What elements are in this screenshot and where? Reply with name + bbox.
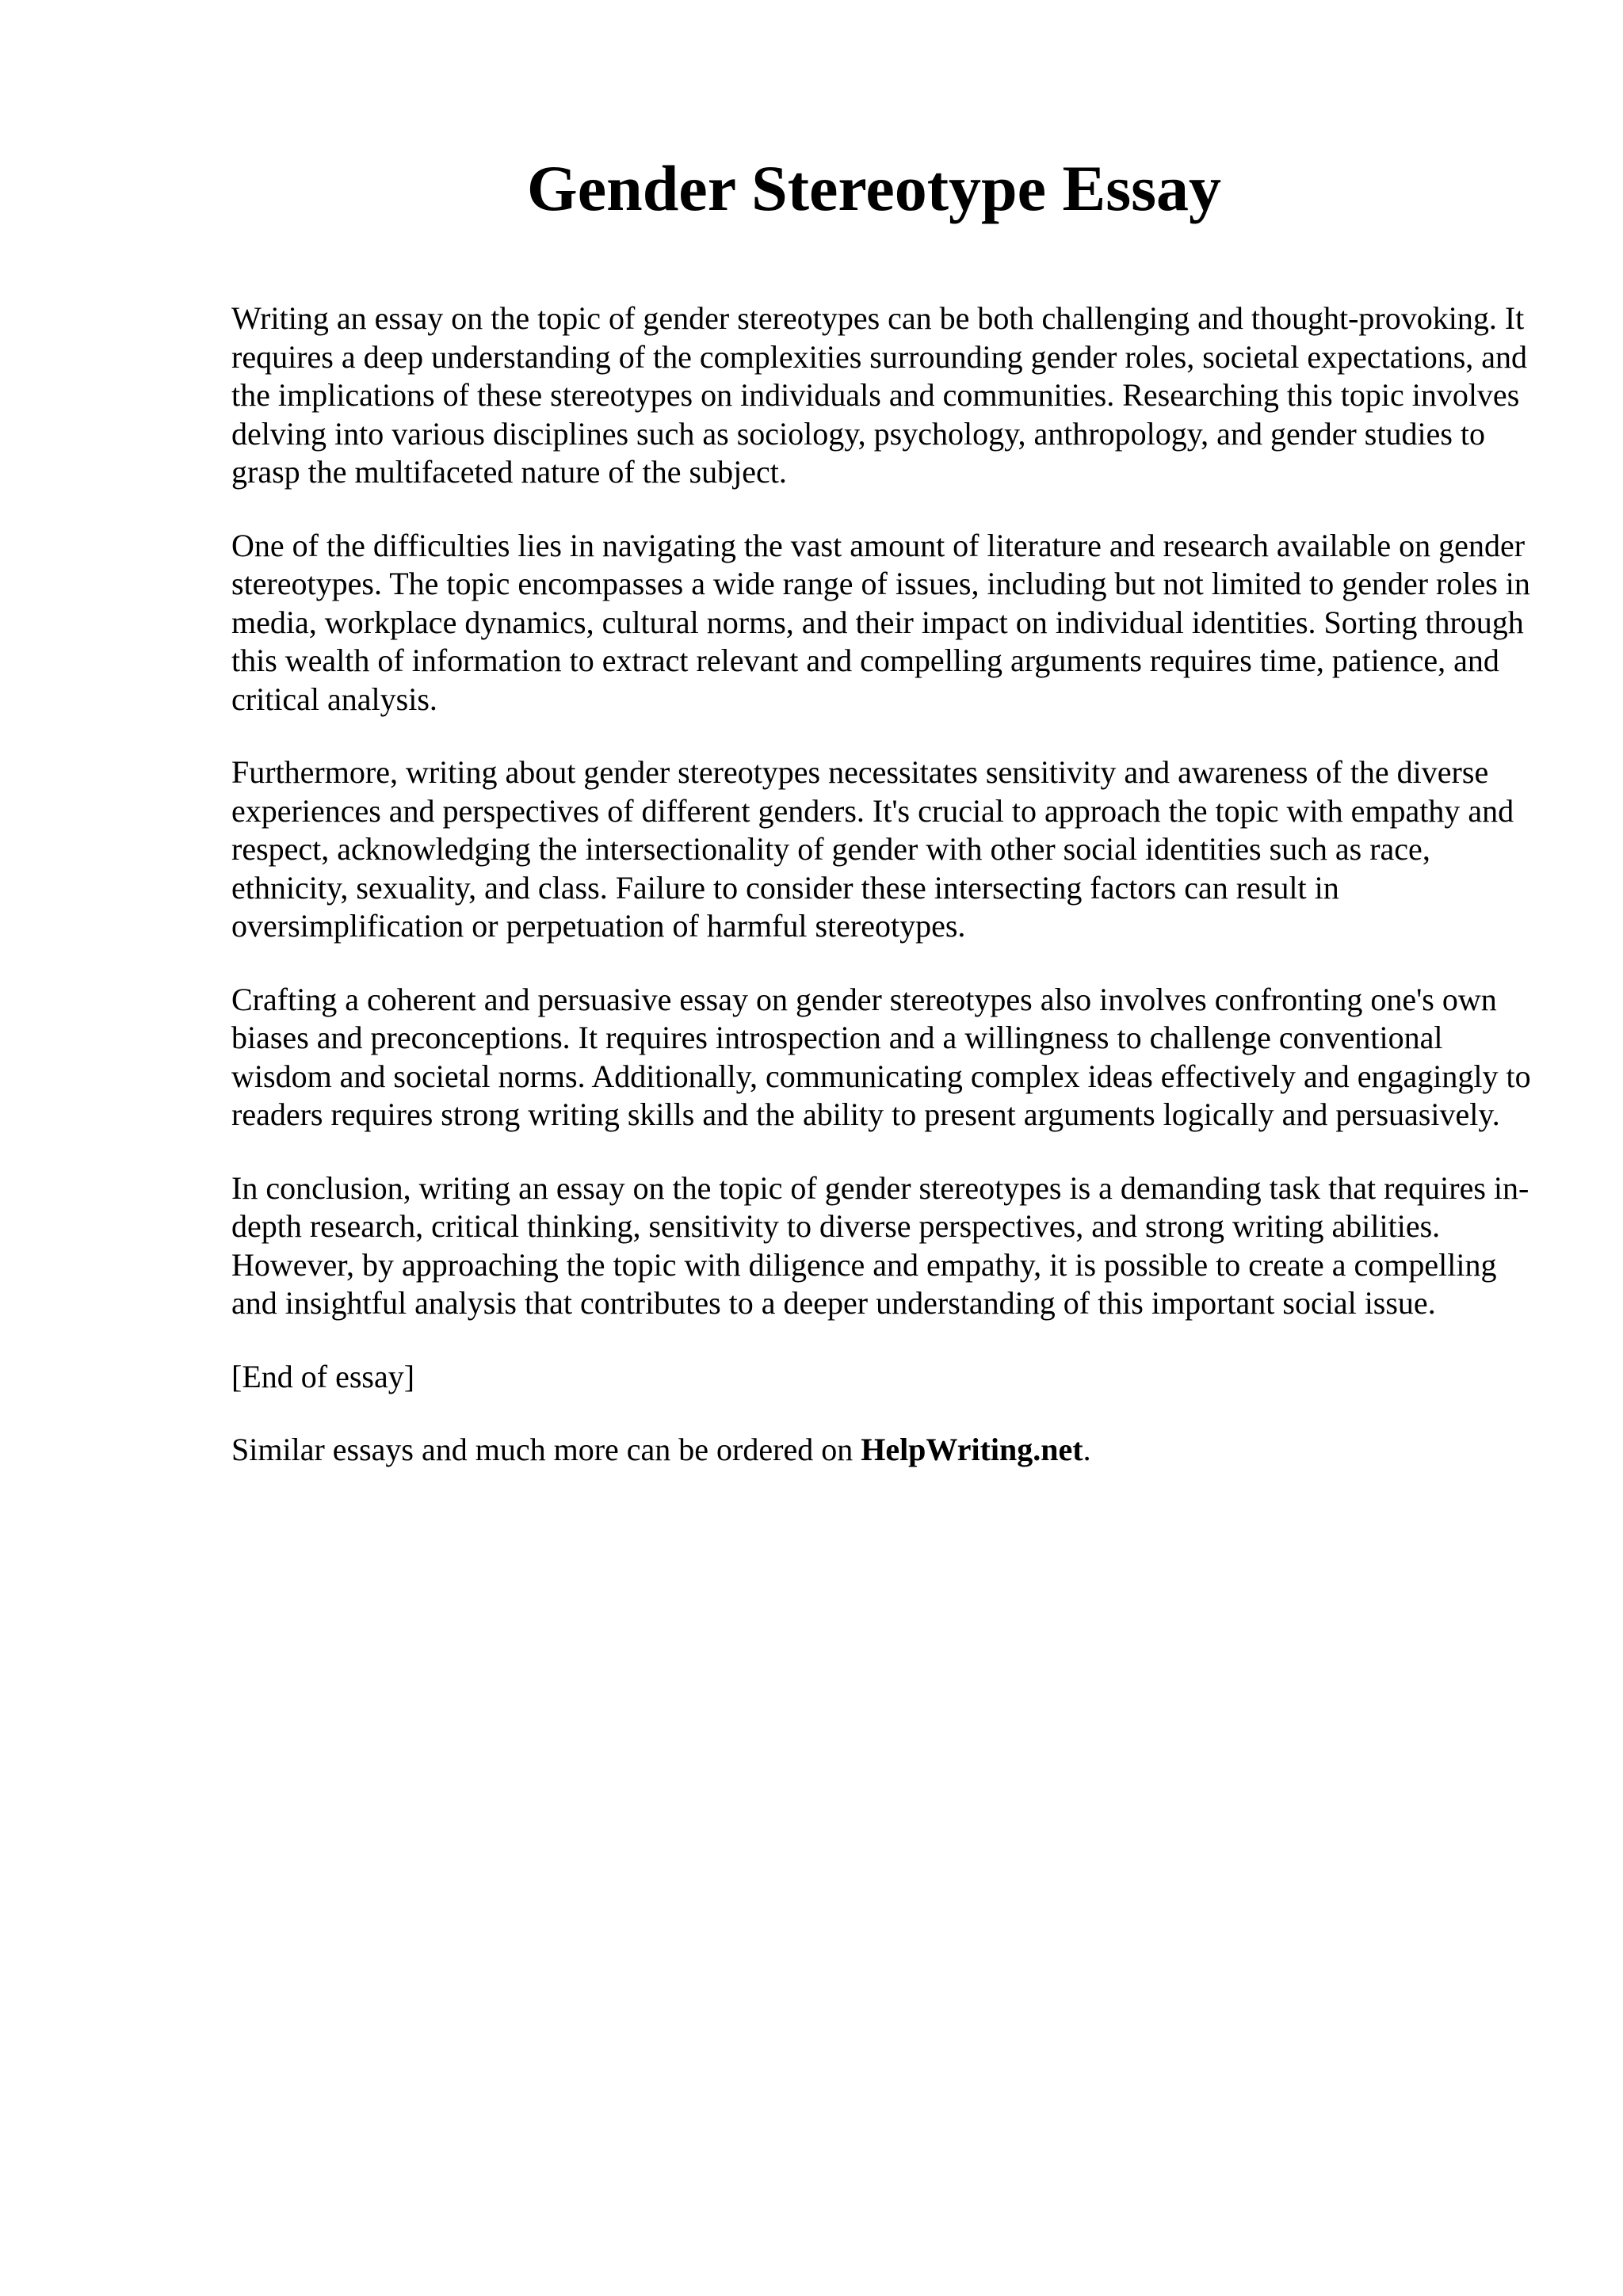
essay-body (231, 299, 1531, 1505)
paragraph-4: Crafting a coherent and persuasive essay on gender stereotypes also involves confronting one's own biases and preconceptions. It requires introspection and a willingness to challenge conventional wisdom and societal norms. Additionally, communicating complex ideas effectively and engagingly to readers requires strong writing skills and the ability to present arguments logically and persuasively. (231, 981, 1531, 1132)
page-title: Gender Stereotype Essay (526, 152, 1222, 224)
paragraph-2: One of the difficulties lies in navigating the vast amount of literature and research available on gender stereotypes. The topic encompasses a wide range of issues, including but not limited to gender roles in media, workplace dynamics, cultural norms, and their impact on individual identities. Sorting through this wealth of information to extract relevant and compelling arguments requires time, patience, and critical analysis. (231, 527, 1530, 717)
footer-prefix: Similar essays and much more can be ordered on (231, 1432, 861, 1467)
footer-line (231, 1431, 1531, 1470)
end-marker: [End of essay] (231, 1358, 415, 1394)
paragraph-5: In conclusion, writing an essay on the topic of gender stereotypes is a demanding task that requires in-depth research, critical thinking, sensitivity to diverse perspectives, and strong writing abilities. However, by approaching the topic with diligence and empathy, it is possible to create a compelling and insightful analysis that contributes to a deeper understanding of this important social issue. (231, 1169, 1529, 1321)
title-container (0, 149, 1623, 228)
paragraph-3: Furthermore, writing about gender stereotypes necessitates sensitivity and awareness of the diverse experiences and perspectives of different genders. It's crucial to approach the topic with empathy and respect, acknowledging the intersectionality of gender with other social identities such as race, ethnicity, sexuality, and class. Failure to consider these intersecting factors can result in oversimplification or perpetuation of harmful stereotypes. (231, 754, 1514, 944)
footer-suffix: . (1083, 1432, 1091, 1467)
paragraph-1: Writing an essay on the topic of gender stereotypes can be both challenging and thought-provoking. It requires a deep understanding of the complexities surrounding gender roles, societal expectations, and the implications of these stereotypes on individuals and communities. Researching this topic involves delving into various disciplines such as sociology, psychology, anthropology, and gender studies to grasp the multifaceted nature of the subject. (231, 300, 1528, 490)
brand-link[interactable]: HelpWriting.net (861, 1432, 1083, 1467)
